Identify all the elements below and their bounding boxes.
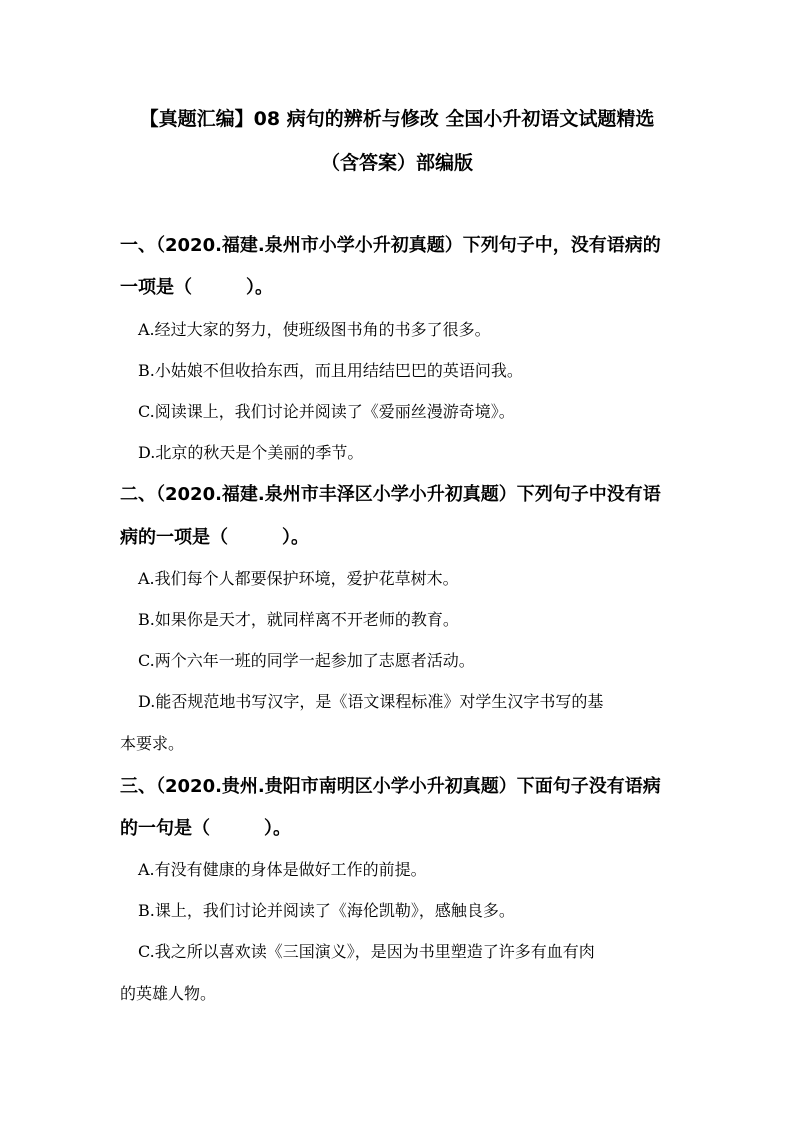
document-title-line-1: 【真题汇编】08 病句的辨析与修改 全国小升初语文试题精选 (139, 108, 655, 130)
question-3-option-c: C.我之所以喜欢读《三国演义》，是因为书里塑造了许多有血有肉 (138, 942, 595, 961)
question-1-option-b: B.小姑娘不但收拾东西，而且用结结巴巴的英语问我。 (138, 361, 523, 380)
question-3-option-b: B.课上，我们讨论并阅读了《海伦凯勒》，感触良多。 (138, 901, 515, 920)
document-title-line-2: （含答案）部编版 (320, 152, 473, 174)
question-1-stem-line-1: 一、（2020.福建.泉州市小学小升初真题）下列句子中，没有语病的 (120, 235, 661, 256)
question-3-stem-line-1: 三、（2020.贵州.贵阳市南明区小学小升初真题）下面句子没有语病 (120, 776, 661, 797)
question-2-option-c: C.两个六年一班的同学一起参加了志愿者活动。 (138, 651, 475, 670)
question-2-option-d-continuation: 本要求。 (120, 734, 185, 753)
question-2-option-d: D.能否规范地书写汉字，是《语文课程标准》对学生汉字书写的基 (138, 692, 604, 711)
question-2-option-a: A.我们每个人都要保护环境，爱护花草树木。 (138, 569, 459, 588)
question-1-stem-line-2: 一项是（ ）。 (120, 277, 273, 298)
question-1-option-c: C.阅读课上，我们讨论并阅读了《爱丽丝漫游奇境》。 (138, 402, 515, 421)
question-1-option-d: D.北京的秋天是个美丽的季节。 (138, 443, 364, 462)
question-2-stem-line-2: 病的一项是（ ）。 (120, 527, 309, 548)
question-1-option-a: A.经过大家的努力，使班级图书角的书多了很多。 (138, 320, 491, 339)
question-2-stem-line-1: 二、（2020.福建.泉州市丰泽区小学小升初真题）下列句子中没有语 (120, 484, 661, 505)
question-3-option-a: A.有没有健康的身体是做好工作的前提。 (138, 860, 427, 879)
question-3-option-c-continuation: 的英雄人物。 (120, 984, 217, 1003)
question-2-option-b: B.如果你是天才，就同样离不开老师的教育。 (138, 610, 459, 629)
question-3-stem-line-2: 的一句是（ ）。 (120, 818, 291, 839)
